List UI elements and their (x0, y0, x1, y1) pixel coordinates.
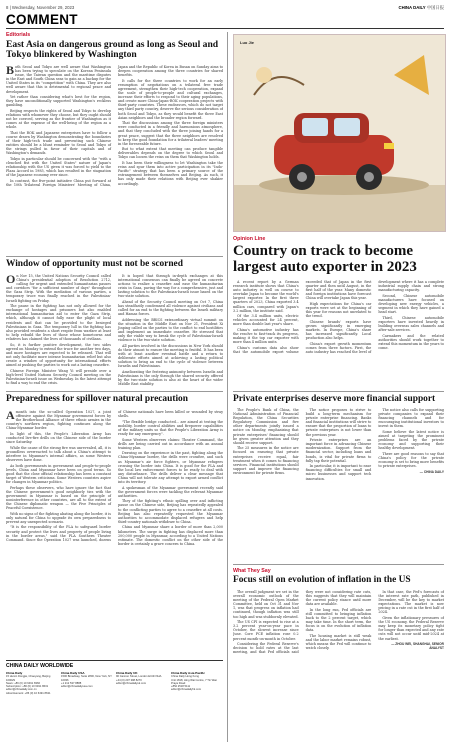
main-editorial-headline: East Asia on dangerous ground as long as Seoul and Tokyo blinkered by Washington (6, 39, 219, 61)
paragraph: A recent report by a German research institute shows that China's auto industry is well on course to overtake Japan to become the world's largest exporter. In the first three quarters of 2023, China exported 3.4 million cars, compared with Japan's 3.2 million, the institute said. (233, 280, 299, 313)
footer-line: News: +86 (0) 10 6491 8366 (6, 681, 40, 685)
footer-line: +852 2518 5111 (171, 685, 191, 689)
paragraph: China's customs data also show that the automobile export volume exceeded that of Japan in the first quarter and then until August, in the first half of the year. Many domestic and foreign institutions have forecast China will overtake Japan this year. (233, 280, 372, 354)
cartoon-illustration (234, 35, 445, 231)
paragraph: n Nov 15, the United Nations Security Council called China's presidential adoption of Resolution 2712, calling for urgent and extended humanitarian pauses and corridors "for a sufficient number of days" throughout the Gaza Strip. With the mediation of various parties, a temporary truce was finally reached in the Palestinian-Israeli fighting on Friday. (6, 274, 111, 303)
private-body (233, 408, 444, 559)
footer-column (61, 672, 113, 688)
footer-line: +44 (0) 207 398 8270 (116, 678, 142, 682)
paragraph: Beijing respects the rights of Seoul and Tokyo to develop relations with whomever they choose, but they ought should not be coerced, serving as the frontier of Washington as it comes at the expense of the well-being of the region as a whole. (6, 108, 111, 130)
footer-column (116, 672, 168, 685)
paragraph: It has been their willingness to let Washington take the reins and spur them into active participation in its "Indo-Pacific" strategy that has been a primary source of the estrangement between themselves and Beijing. As such, it has only made their relations with Beijing ever shakier accordingly. (118, 161, 223, 186)
paragraph: Yet rather than considering what's best for the region, they have unconditionally supported Washington's reckless gambling. (6, 95, 111, 108)
paragraph: Perhaps these observers, who have ignore the fact that the Chinese government's good neighborly ties with the government in Myanmar is based on the principle of noninterference in other countries, are all to the extent of the Chinese diplomatic weapon — the Five Principles of Peaceful Coexistence. (6, 485, 111, 511)
paragraph: A spokesman of the Myanmar government recently said the government forces were tackling the relevant Myanmar authorities. (118, 485, 223, 498)
paragraph: The US CPI is expected to rise at a 3.2 percent year-on-year pace in October, the slowest increase since June. Core PCE inflation rose 0.2 percent month-on-month in October. (233, 620, 299, 641)
paragraph: That the ROK and Japanese enterprises have to follow a course drawn by Washington demonstrating the boundaries of their high-tech trade and preventing such Chinese entities should be a blunt reminder to Seoul and Tokyo of the strings pulled in favor of their capitals and of Washington's demands. (6, 130, 111, 156)
paragraph: So, it is further positive development, the two sides agreed on Monday to extend the truce for another two days, and more hostages are expected to be released. That will not only facilitate more intense humanitarian relief but also create a window of opportunity for international efforts aimed at pushing the parties to work out a lasting ceasefire. (6, 342, 111, 367)
paragraph: oth Seoul and Tokyo are well aware that Washington has been trying to speculate on the Korean Peninsula issue, the Taiwan question and the maritime disputes in the East and South China seas to gain as a backup for the United States in its "competition" with China. They are also well aware that this is detrimental to regional peace and development. (6, 65, 111, 94)
paragraph: The notice also calls for supporting private companies to expand their financing channels and for encouraging institutional investors to invest in them. (378, 408, 444, 429)
cartoon-artist: Luo Jie (240, 40, 255, 45)
paragraph: But to what extent that meeting can produce tangible deliverables depends on the degree to which Seoul and Tokyo can loosen the reins on them that Washington holds. (118, 147, 223, 160)
paragraph: Addressing the BRICS extraordinary virtual summit on the situation in the Middle East on Nov 21, President Xi Jinping called on the parties to the conflict to end hostilities and implement an immediate ceasefire. He stressed that only the viable way to break the cycle of Palestinian-Israeli violence is the two-state solution. (118, 317, 223, 343)
paragraph: As both governments in government and people-to-people levels, China and Myanmar have been on good terms. So good that the close official relationship has been a constant target of Western criticisms. Some Western countries aspire for changes in Myanmar politics. (6, 463, 111, 484)
paragraph: The notice proposes to strive to build a long-term mechanism for private enterprise financing. Banks and financial institutions will strive to ensure that the proportion of loans to private enterprises is not lower than the previous year. (305, 408, 372, 437)
paragraph: "The flexible bridge conducted... are aimed at testing the mobility, border control abilities and firepower capabilities of the military units so that the People's Liberation Army is ready for any emergency". (118, 419, 223, 436)
footer-line: editor@chinadailyusa.com (61, 685, 93, 689)
paragraph: It calls for the three countries to work for an early resumption of negotiations on a trilateral free trade agreement, strengthen their high-tech cooperation, expand the scale of people-to-people and cultural exchanges, increase their efforts to respond to their aging populations, and create more China-Japan-ROK cooperation projects with third-party countries. These endeavors, which do not target any third party country, deserve the serious consideration of both Seoul and Tokyo, as they would benefit the three East Asian neighbors and the broader region forward. (118, 78, 223, 120)
what-they-say-headline: Focus still on evolution of inflation in the US (233, 575, 411, 585)
second-editorial-body (6, 274, 223, 389)
paragraph: Of the 3.4 million units, electric vehicles accounted for 24 percent, more than double last year's share. (233, 314, 299, 327)
paragraph: Ahead of the Security Council meeting on Oct 7, China has steadfastly condemned all violence against civilians and called for an end to the fighting between the Israeli military and Hamas forces. (118, 300, 223, 317)
footer-line: 15 Huixin Dongjie, Chaoyang, Beijing 100029 (6, 675, 51, 682)
third-editorial-headline: Preparedness for spillover natural precaution (6, 394, 188, 404)
footer-line: +1 212 537 8888 (61, 681, 82, 685)
page-info: 8 | Wednesday, November 29, 2023 (6, 5, 75, 10)
paragraph: Given the inflationary pressures of the US economy, the Federal Reserve may keep its monetary policy tight for longer than expected and any rate cuts will not occur until mid-2024 at the earliest. (378, 616, 444, 641)
paragraph: month into the so-called Operation 1027, a joint offensive against the Myanmar government forces by the Brotherhood Alliance of three ethnic armies in the country's northern region, fighting continues along the China-Myanmar border. (6, 410, 111, 431)
paragraph: The People's Bank of China, the National Administration of Financial Regulation, the China Securities Regulatory Commission and five other departments jointly issued a notice on Monday, emphasizing that private enterprises' financing should be given greater attention and they should receive support. (233, 408, 299, 445)
section-title: COMMENT (6, 12, 78, 27)
paragraph: In that case, the Fed's forecasts of the interest rate path, published in December, will be the key to market expectations. The market is now pricing in a rate cut in the first half of 2024. (378, 590, 444, 615)
what-they-say-label: What They Say (233, 568, 271, 574)
paragraph: It is hoped that through in-depth exchanges at this international consensus can finally be agreed on concrete actions to realize a ceasefire and ease the humanitarian crisis in Gaza, paving the way for a comprehensive, just and lasting solution to the Palestinian-Israeli issue based on the two-state solution. (118, 274, 223, 299)
paragraph: Second, Chinese automobile manufacturers have focused on developing new energy vehicles, a segment in which they have gained a head start. (378, 293, 444, 315)
paragraph: They of the fighting's ethnic spilling over and inflicting pause on the Chinese side, Beijing has repeatedly appealed to the conflicting parties to agree to a ceasefire at all costs. Beijing has also repeatedly requested the Myanmar authorities to accommodate displaced refugees and help third-country nationals withdraw to China. (118, 499, 223, 524)
divider (6, 391, 223, 392)
third-drop-cap: A (6, 410, 15, 422)
main-drop-cap: B (6, 65, 15, 77)
paragraph: High expectations for China's car exports were set at the beginning of this year for reasons not unrelated to the trend. (305, 301, 372, 319)
what-they-say-author: — ZHOU WEI, SHANGHAI, SENIOR ANALYST (391, 642, 444, 651)
divider (233, 391, 444, 392)
paragraph: While the cause of the strong fire was unrevealed, all, it is groundless overreacted to talk about a China's attempt to interfere in Myanmar's internal affairs, as some Western observers have done. (6, 445, 111, 463)
paragraph: Drawing on the experience in the past, fighting along the China-Myanmar border, the drills were crossfire, and such as Myanmar's air force fighters, or Myanmar refugees crossing the border into China. It is good for the PLA and the local law enforcement forces to be ready to deal with any disturbance. The drills deliver a clear message that China will not tolerate any attempt to export armed conflict into its territory. (118, 451, 223, 484)
footer-line: editor@chinadailyuk.com (116, 681, 147, 685)
second-drop-cap: O (6, 274, 16, 286)
footer-line: China Daily Hong Kong (171, 675, 199, 679)
footer-column-name: China Daily (6, 671, 23, 675)
column-divider (227, 32, 228, 742)
third-editorial-body (6, 410, 223, 656)
paragraph: The pause in the fighting has not only allowed for the exchange of hostages and prisoners but also enabled international humanitarian aid to enter the Gaza Strip, which, although it cannot fully ease the plight of local residents and that can be provided to the besieged Palestinians in Gaza. The temporary lull in the fighting has also provided residents a short respite from warfare at least to help rebuild the lives of those whose hometowns and relatives has claimed the lives of thousands of civilians. (6, 304, 111, 341)
paragraph: The 25 measures in the notice are focused on ensuring that private enterprises receive equal, fair treatment when it comes to financing services. Financial institutions should support and improve the financing environment for private firms. (233, 446, 299, 475)
paragraph: In the long run, Fed officials are still committed to bringing inflation back to the 2 percent target, which may take time. In the short term, the focus is on the evolution of inflation data. (305, 607, 372, 633)
footer-column-name: China Daily UK (116, 671, 138, 675)
paragraph: "It is the responsibility of the PLA to safeguard border security and protect the lives and property of people living in the border areas," said the PLA Southern Theater Command. Since the Operation 1027 was launched, dozens of Chinese nationals have been killed or wounded by stray shells. (6, 410, 223, 542)
paragraph: The overall judgment we set in the overall economic outlook of the meeting of the Federal Open Market Committee, held on Oct 31 and Nov 1, was that progress on inflation had continued, though inflation was still too high and was stubbornly elevated. (233, 590, 299, 619)
footer-line: Unit 1818, Hing Wai Centre, 7 Tin Wan Praya Road (171, 678, 218, 685)
footer-column (171, 672, 223, 692)
paragraph: Third, Chinese automobile exporters have invested heavily in building overseas sales channels and after-sale services. (378, 315, 444, 333)
footer-line: editor@chinadailyhk.com (171, 688, 202, 692)
footer-line: Advertisement: +86 (0) 10 6491 8631 (6, 691, 51, 695)
opinion-headline: Country on track to become largest auto exporter in 2023 (233, 243, 417, 275)
footer-column-name: China Daily USA (61, 671, 85, 675)
paragraph: All parties involved in the discussions in New York should do their utmost to ensure the meeting is fruitful. It has been with at least another eventual battle and a return to deliberate efforts aimed at achieving a lasting political solution to bring an end to the cycle of violence between Israelis and Palestinians. (118, 344, 223, 369)
footer-line: 1500 Broadway, Suite 2800, New York, NY 10036 (61, 675, 112, 682)
paragraph: With no signs of the fighting abating along the border, it is only natural for China to upgrade its own preparedness to prevent any unexpected scenario. (6, 511, 111, 524)
brand-name: CHINA DAILY (398, 5, 426, 10)
paragraph: China and Myanmar share a border of more than 2,000 kilometers. The surge in fighting has displaced more than 200,000 people in Myanmar, according to a United Nations estimate. The domestic conflict on the other side of the border is certainly a grave concern to China. (118, 525, 223, 546)
paragraph: Considering the Federal Reserve's decision to hold rates at the last meeting, and that Fed officials said they were not considering rate cuts, this suggests that they will maintain the current policy stance until more data are available. (233, 590, 372, 655)
paragraph: Some Western observers claims: Theater Command, the drills are being carried out in accordance with an annual training plan. (118, 437, 223, 450)
editorial-cartoon (233, 34, 446, 232)
opinion-body (233, 280, 444, 388)
what-they-say-body (233, 590, 444, 742)
paragraph: Private enterprises are an important force in advancing Chinese modernization. Support from the financial sector, including loans and bonds, is vital for private firms to fully tap their potential. (305, 438, 372, 463)
footer-line: editor@chinadaily.com.cn (6, 688, 37, 692)
footer-line: 90 Cannon Street, London EC4N 6HA (116, 675, 162, 679)
footer-directory (6, 660, 223, 743)
footer-column-name: China Daily Asia Pacific (171, 671, 205, 675)
footer-line: Subscription: +86 (0) 10 6491 8631 (6, 685, 49, 689)
paragraph: The housing market is still weak and the labor market remains robust, which means the Fed will continue to watch closely. (305, 633, 372, 651)
paragraph: China's automotive industry has the resolve to fast-track its progress, making it the top car exporter with more than 4 million units. (233, 328, 299, 345)
paragraph: Ameliorating the festering animosity between Israelis and Palestinians is the only through the shared security offered by the two-state solution is also at the heart of the wider Middle East stability. (118, 370, 223, 387)
private-headline: Private enterprises deserve more financial support (233, 394, 436, 404)
paragraph: Tokyo in particular should be concerned with the "with a clenched fist with the United States" nature of Japan's relationship with the US given it was forced to yield to the Plaza Accord in 1985, which has resulted in the stagnation of the Japanese economy ever since. (6, 156, 111, 178)
paragraph: China's export growth momentum comes from three factors. First, the auto industry has reached the level of development where it has a complete industrial supply chain and strong manufacturing capacity. (305, 280, 444, 354)
footer-column (6, 672, 58, 695)
paragraph: Some believe the latest notice is aimed at targeting the prominent problems faced by the private economy and supporting their healthy development. (378, 429, 444, 451)
opinion-label: Opinion Line (233, 236, 266, 242)
divider (233, 564, 444, 565)
paragraph: In particular, it is important to ease financing difficulties for small and micro businesses and support tech innovation. (305, 464, 372, 481)
main-editorial-body (6, 65, 223, 254)
editorials-label: Editorials (6, 32, 31, 38)
paragraph: That the discussions among the three foreign ministers were conducted in a friendly and harmonious atmosphere, and that they concluded with the three joining hands for a great peace, suggest that the three neighbors are resolved to keep the good foundation for a trilateral leaders' meeting in the foreseeable future. (118, 121, 223, 146)
paragraph: In light of this, the People's Liberation Army has conducted live-fire drills on the Chinese side of the border since Saturday. (6, 431, 111, 445)
paragraph: Chinese Foreign Minister Wang Yi will preside over a high-level United Nations Security Council meeting on the Palestinian-Israeli issue on Wednesday. In the latest attempt to find a way to end the crisis. (6, 368, 111, 385)
private-author: — CHINA DAILY (419, 469, 444, 474)
footer-title: CHINA DAILY WORLDWIDE (6, 663, 74, 669)
section-masthead (6, 11, 444, 29)
paragraph: There are good reasons to say that China's policy for the private economy is set to bring more benefits to private enterprises. (378, 451, 444, 469)
paragraph: Chinese brands' exports have grown significantly in emerging markets. In Europe, China's share has increased significantly. Local production also helps. (305, 319, 372, 341)
second-editorial-headline: Window of opportunity must not be scorned (6, 259, 183, 269)
paragraph: Carmakers and the related authorities should work together to extend this momentum in the years to come. (378, 333, 444, 350)
paragraph: In contrast, the five-point initiative China put forward at the 10th Trilateral Foreign Ministers' Meeting of China, Japan and the Republic of Korea in Busan on Sunday aims to deepen cooperation among the three countries for shared benefits. (6, 65, 223, 188)
brand-name-cn: 中国日报 (426, 5, 444, 10)
divider (6, 256, 223, 257)
